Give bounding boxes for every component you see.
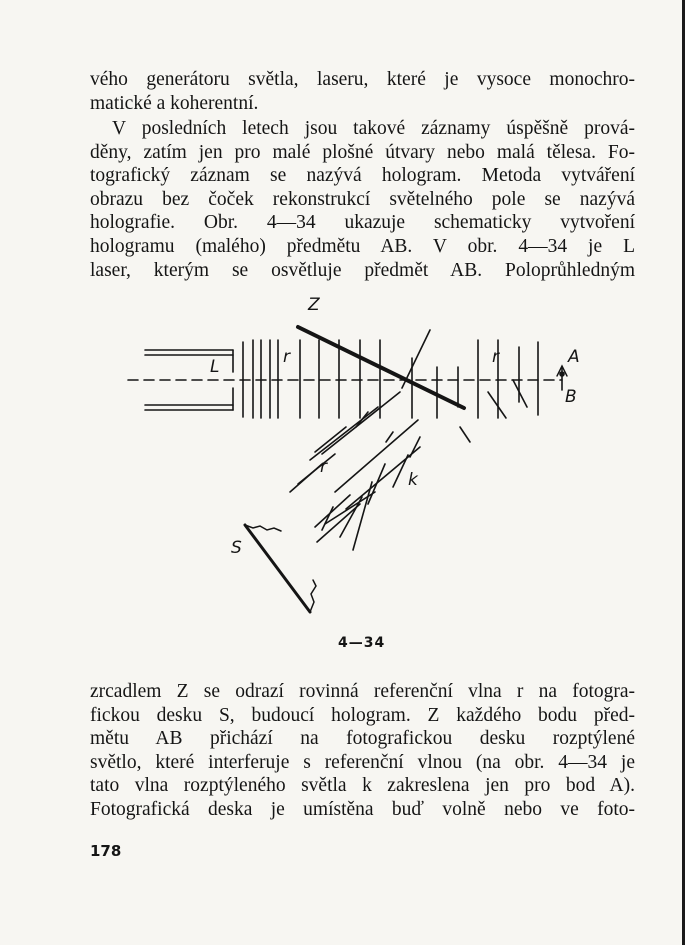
photographic-plate bbox=[245, 525, 316, 612]
mirror-z bbox=[298, 327, 464, 408]
label-r-top-left: r bbox=[283, 347, 290, 367]
label-s: S bbox=[231, 538, 242, 558]
paragraph-1 bbox=[90, 68, 635, 115]
reference-wavefronts bbox=[290, 392, 420, 542]
paragraph-2 bbox=[90, 117, 635, 282]
text-line: Fotografická deska je umístěna buď volně nebo ve foto- bbox=[90, 798, 635, 820]
label-b: B bbox=[565, 387, 577, 407]
text-line: světlo, které interferuje s referenční vlnou (na obr. 4—34 je bbox=[90, 751, 635, 773]
scattered-rays bbox=[356, 330, 527, 442]
label-z: Z bbox=[308, 295, 320, 315]
page-number: 178 bbox=[90, 842, 122, 860]
text-line: obrazu bez čoček rekonstrukcí světelného pole se nazývá bbox=[90, 188, 635, 210]
k-wavefronts bbox=[322, 437, 420, 550]
label-l: L bbox=[210, 357, 220, 377]
laser bbox=[145, 350, 233, 410]
text-line: hologramu (malého) předmětu AB. V obr. 4—34 je L bbox=[90, 235, 635, 257]
label-a: A bbox=[568, 347, 580, 367]
text-line: fickou desku S, budoucí hologram. Z každého bodu před- bbox=[90, 704, 635, 726]
paragraph-3 bbox=[90, 680, 635, 822]
text-line: laser, kterým se osvětluje předmět AB. Poloprůhledným bbox=[90, 259, 635, 281]
label-r-top-right: r bbox=[492, 347, 499, 367]
text-line: děny, zatím jen pro malé plošné útvary nebo malá tělesa. Fo- bbox=[90, 141, 635, 163]
text-line: matické a koherentní. bbox=[90, 92, 259, 114]
text-line: zrcadlem Z se odrazí rovinná referenční vlna r na fotogra- bbox=[90, 681, 635, 702]
label-r-lower: r bbox=[320, 457, 327, 477]
label-k: k bbox=[408, 470, 418, 490]
text-line: tato vlna rozptýleného světla k zakreslena jen pro bod A). bbox=[90, 775, 635, 797]
figure-caption: 4—34 bbox=[338, 635, 386, 651]
text-line: holografie. Obr. 4—34 ukazuje schematicky vytvoření bbox=[90, 212, 635, 234]
text-line: vého generátoru světla, laseru, které je vysoce monochro- bbox=[90, 69, 635, 90]
text-line: V posledních letech jsou takové záznamy úspěšně prová- bbox=[112, 118, 635, 139]
hologram-figure bbox=[110, 292, 630, 632]
hologram-diagram bbox=[110, 292, 630, 632]
text-line: tografický záznam se nazývá hologram. Metoda vytváření bbox=[90, 165, 635, 187]
text-line: mětu AB přichází na fotografickou desku rozptýlené bbox=[90, 728, 635, 750]
